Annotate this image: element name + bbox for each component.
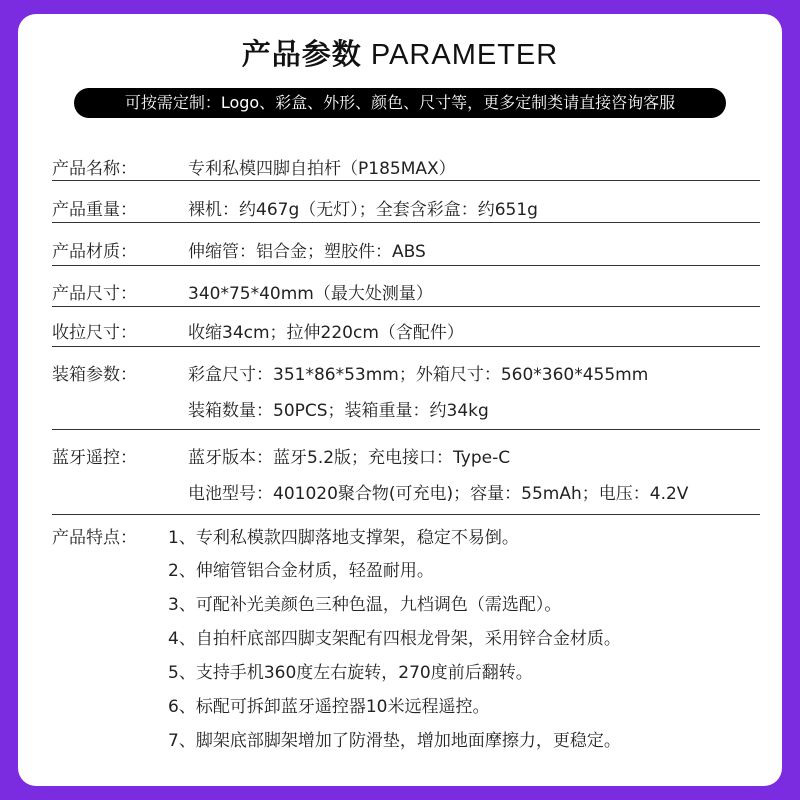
spec-value: 收缩34cm；拉伸220cm（含配件） <box>188 323 464 343</box>
title-cn: 产品参数 <box>241 37 362 71</box>
spec-label: 收拉尺寸： <box>52 323 137 343</box>
feature-item: 5、支持手机360度左右旋转，270度前后翻转。 <box>168 663 533 683</box>
spec-label: 产品重量： <box>52 200 137 220</box>
feature-item: 2、伸缩管铝合金材质，轻盈耐用。 <box>168 561 434 581</box>
features-label: 产品特点： <box>52 528 137 548</box>
spec-label: 蓝牙遥控： <box>52 448 137 468</box>
spec-row-weight <box>52 182 760 223</box>
spec-row-packing <box>52 348 760 430</box>
spec-label: 产品名称： <box>52 159 137 179</box>
feature-item: 4、自拍杆底部四脚支架配有四根龙骨架，采用锌合金材质。 <box>168 629 621 649</box>
spec-value: 蓝牙版本：蓝牙5.2版；充电接口：Type-C <box>188 448 511 468</box>
spec-label: 产品材质： <box>52 242 137 262</box>
spec-row-name <box>52 140 760 181</box>
spec-row-bluetooth <box>52 431 760 515</box>
spec-label: 装箱参数： <box>52 365 137 385</box>
spec-value: 伸缩管：铝合金；塑胶件：ABS <box>188 242 426 262</box>
customization-banner: 可按需定制：Logo、彩盒、外形、颜色、尺寸等，更多定制类请直接咨询客服 <box>74 88 726 118</box>
feature-item: 6、标配可拆卸蓝牙遥控器10米远程遥控。 <box>168 697 490 717</box>
spec-value: 彩盒尺寸：351*86*53mm；外箱尺寸：560*360*455mm <box>188 365 649 385</box>
feature-item: 3、可配补光美颜色三种色温，九档调色（需选配）。 <box>168 595 562 615</box>
parameter-card <box>18 14 782 786</box>
spec-row-length <box>52 308 760 347</box>
spec-label: 产品尺寸： <box>52 284 137 304</box>
spec-value: 专利私模四脚自拍杆（P185MAX） <box>188 159 456 179</box>
spec-value: 裸机：约467g（无灯）；全套含彩盒：约651g <box>188 200 538 220</box>
spec-row-size <box>52 267 760 307</box>
spec-value: 340*75*40mm（最大处测量） <box>188 284 433 304</box>
spec-value: 电池型号：401020聚合物(可充电)；容量：55mAh；电压：4.2V <box>188 484 689 504</box>
feature-item: 7、脚架底部脚架增加了防滑垫，增加地面摩擦力，更稳定。 <box>168 731 621 751</box>
spec-value: 装箱数量：50PCS；装箱重量：约34kg <box>188 401 489 421</box>
spec-row-material <box>52 224 760 266</box>
title-en: PARAMETER <box>370 39 559 71</box>
page-title <box>18 32 782 73</box>
feature-item: 1、专利私模款四脚落地支撑架，稳定不易倒。 <box>168 528 519 548</box>
